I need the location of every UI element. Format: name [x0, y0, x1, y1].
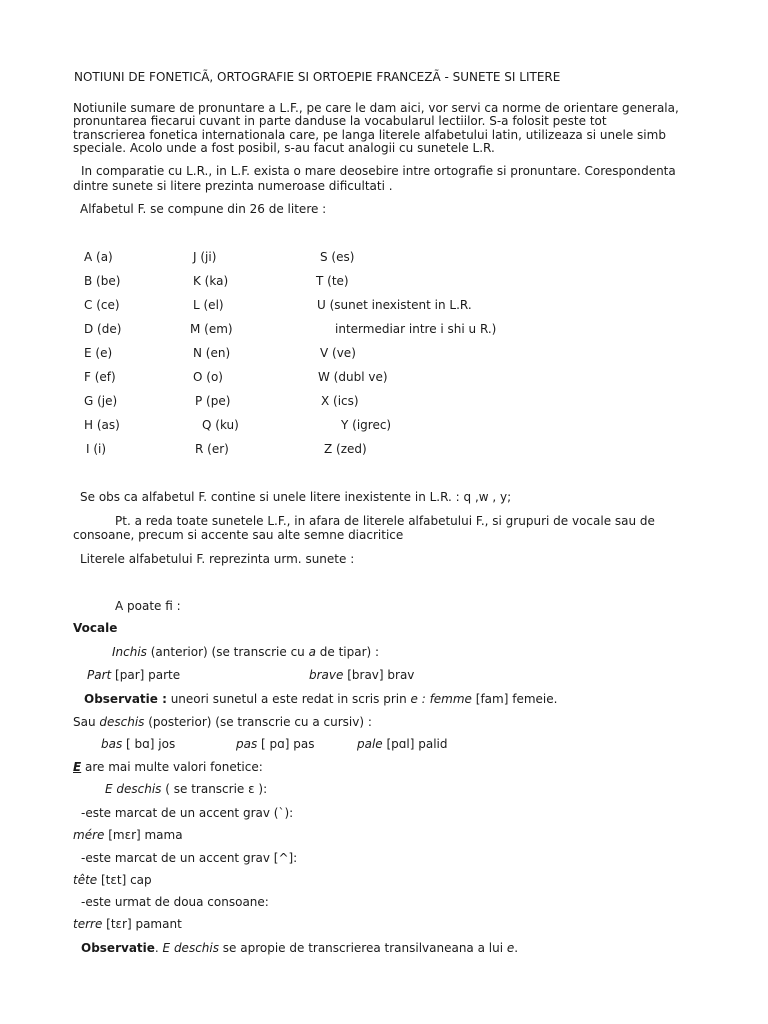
alphabet-letter: G (je) [84, 394, 118, 408]
observation-text: uneori sunetul a este redat in scris prin [166, 692, 411, 706]
e-deschis-term: E deschis [105, 782, 162, 796]
alphabet-letter: L (el) [193, 298, 224, 312]
observation-2 [81, 941, 518, 955]
inchis-term: Inchis [112, 645, 147, 659]
rule-line: -este marcat de un accent grav (`): [81, 806, 294, 820]
alphabet-letter: O (o) [193, 370, 223, 384]
observation-example: e : femme [410, 692, 472, 706]
alphabet-letter: M (em) [190, 322, 233, 336]
example-word: bas [101, 737, 123, 751]
intro-line: speciale. Acolo unde a fost posibil, s-au facut analogii cu sunetele L.R. [73, 141, 495, 155]
alphabet-letter: J (ji) [193, 250, 217, 264]
example-word: pale [357, 737, 383, 751]
deschis-text: (posterior) (se transcrie cu a cursiv) : [144, 715, 372, 729]
deschis-line [73, 715, 372, 729]
observation-letter: e [506, 941, 515, 955]
intro-line: pronuntarea fiecarui cuvant in parte danduse la vocabularul lectiilor. S-a folosit peste tot [73, 114, 607, 128]
alphabet-letter: B (be) [84, 274, 121, 288]
example-transcription: [mεr] mama [104, 828, 183, 842]
alphabet-letter: C (ce) [84, 298, 120, 312]
example-word: pas [236, 737, 258, 751]
alphabet-letter: X (ics) [321, 394, 359, 408]
rule-line: -este urmat de doua consoane: [81, 895, 269, 909]
groups-line: consoane, precum si accente sau alte semne diacritice [73, 528, 404, 542]
alphabet-letter: P (pe) [195, 394, 231, 408]
example-deschis [357, 737, 448, 751]
alphabet-letter: W (dubl ve) [318, 370, 388, 384]
observation-1 [84, 692, 557, 706]
example-transcription: [brav] brav [343, 668, 415, 682]
observation-term: E deschis [162, 941, 219, 955]
e-deschis-line [105, 782, 267, 796]
page-title: NOTIUNI DE FONETICÃ, ORTOGRAFIE SI ORTOEPIE FRANCEZÃ - SUNETE SI LITERE [74, 70, 561, 84]
example-transcription: [tεt] cap [97, 873, 152, 887]
inchis-text-2: de tipar) : [315, 645, 380, 659]
e-heading [73, 760, 263, 774]
intro-line: transcrierea fonetica internationala care, pe langa literele alfabetului latin, utilizeaza si unele simb [73, 128, 666, 142]
rule-example [73, 917, 182, 931]
example-inchis [87, 668, 180, 682]
rule-line: -este marcat de un accent grav [^]: [81, 851, 298, 865]
alphabet-letter: U (sunet inexistent in L.R. [317, 298, 472, 312]
alphabet-letter: E (e) [84, 346, 113, 360]
groups-line: Pt. a reda toate sunetele L.F., in afara de literele alfabetului F., si grupuri de vocale sau de [115, 514, 655, 528]
example-word: Part [87, 668, 112, 682]
alphabet-letter: R (er) [195, 442, 229, 456]
alphabet-letter: V (ve) [320, 346, 356, 360]
alphabet-letter: H (as) [84, 418, 120, 432]
alphabet-intro: Alfabetul F. se compune din 26 de litere : [80, 202, 327, 216]
example-word: tête [73, 873, 98, 887]
observation-tail: [fam] femeie. [471, 692, 558, 706]
alphabet-letter: T (te) [316, 274, 349, 288]
example-transcription: [pɑl] palid [382, 737, 448, 751]
alphabet-letter: Y (igrec) [341, 418, 392, 432]
example-transcription: [ pɑ] pas [257, 737, 315, 751]
e-heading-text: are mai multe valori fonetice: [81, 760, 263, 774]
a-can-be: A poate fi : [115, 599, 181, 613]
alphabet-letter: Q (ku) [202, 418, 239, 432]
alphabet-letter: N (en) [193, 346, 231, 360]
alphabet-letter: K (ka) [193, 274, 229, 288]
intro-line: Notiunile sumare de pronuntare a L.F., pe care le dam aici, vor servi ca norme de orientare generala, [73, 101, 679, 115]
example-inchis [309, 668, 414, 682]
rule-example [73, 873, 152, 887]
alphabet-letter: D (de) [84, 322, 122, 336]
deschis-prefix: Sau [73, 715, 100, 729]
alphabet-letter: Z (zed) [324, 442, 367, 456]
alphabet-letter: I (i) [86, 442, 107, 456]
obs-letters: Se obs ca alfabetul F. contine si unele litere inexistente in L.R. : q ,w , y; [80, 490, 512, 504]
example-deschis [101, 737, 175, 751]
observation-text: se apropie de transcrierea transilvaneana a lui [218, 941, 507, 955]
rule-example [73, 828, 183, 842]
observation-sep: . [154, 941, 163, 955]
observation-label: Observatie : [84, 692, 167, 706]
example-word: mére [73, 828, 105, 842]
inchis-text: (anterior) (se transcrie cu [146, 645, 309, 659]
letters-represent: Literele alfabetului F. reprezinta urm. sunete : [80, 552, 355, 566]
observation-label: Observatie [81, 941, 155, 955]
e-letter: E [73, 760, 82, 774]
inchis-line [112, 645, 379, 659]
alphabet-letter: S (es) [320, 250, 355, 264]
example-word: brave [309, 668, 344, 682]
example-word: terre [73, 917, 103, 931]
example-transcription: [par] parte [111, 668, 181, 682]
alphabet-letter: F (ef) [84, 370, 116, 384]
example-transcription: [ bɑ] jos [122, 737, 176, 751]
observation-end: . [514, 941, 519, 955]
comparison-line: dintre sunete si litere prezinta numeroase dificultati . [73, 179, 393, 193]
inchis-letter: a [308, 645, 316, 659]
comparison-line: In comparatie cu L.R., in L.F. exista o mare deosebire intre ortografie si pronuntare. Corespondenta [81, 164, 676, 178]
vocale-heading: Vocale [73, 621, 118, 635]
alphabet-letter: A (a) [84, 250, 113, 264]
e-deschis-text: ( se transcrie ε ): [161, 782, 268, 796]
example-transcription: [tεr] pamant [102, 917, 182, 931]
alphabet-letter: intermediar intre i shi u R.) [335, 322, 497, 336]
deschis-term: deschis [99, 715, 145, 729]
example-deschis [236, 737, 315, 751]
